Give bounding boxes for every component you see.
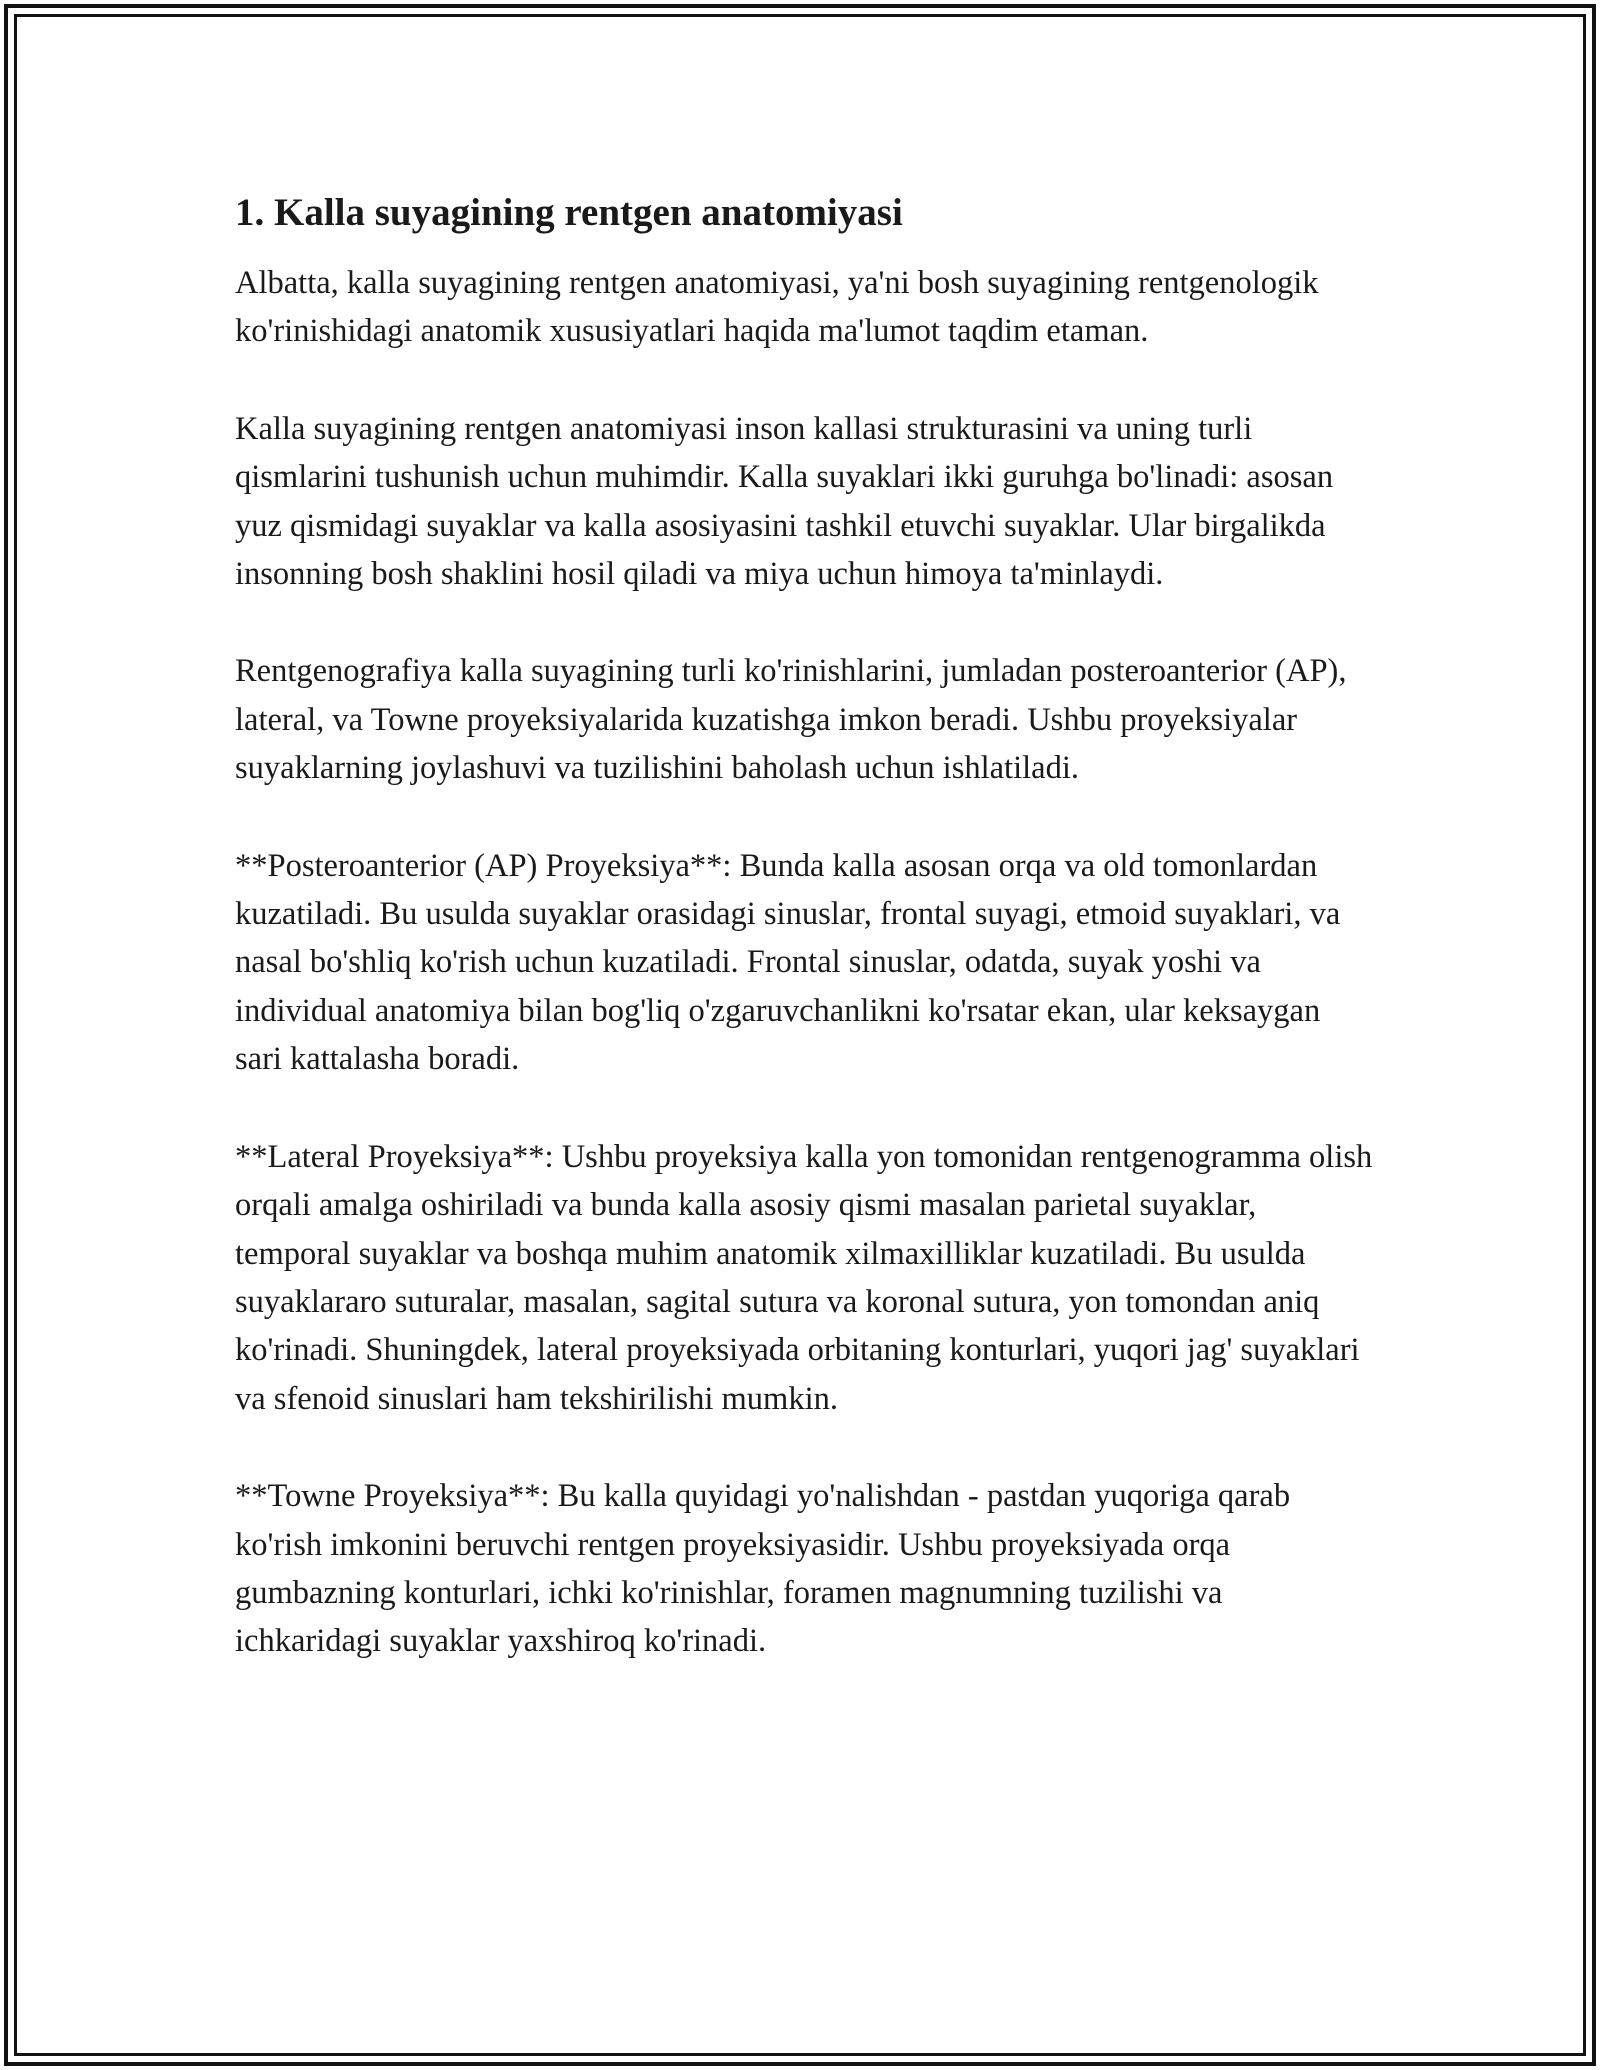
paragraph-posteroanterior: **Posteroanterior (AP) Proyeksiya**: Bunda kalla asosan orqa va old tomonlardan kuzatiladi. Bu usulda suyaklar orasidagi sinuslar, frontal suyagi, etmoid suyaklari, va nasal bo'shliq ko'rish uchun kuzatiladi. Frontal sinuslar, odatda, suyak yoshi va individual anatomiya bilan bog'liq o'zgaruvchanlikni ko'rsatar ekan, ular keksaygan sari kattalasha boradi. [235,847,1341,1078]
paragraph-overview: Kalla suyagining rentgen anatomiyasi inson kallasi strukturasini va uning turli qismlarini tushunish uchun muhimdir. Kalla suyaklari ikki guruhga bo'linadi: asosan yuz qismidagi suyaklar va kalla asosiyasini tashkil etuvchi suyaklar. Ular birgalikda insonning bosh shaklini hosil qiladi va miya uchun himoya ta'minlaydi. [235,410,1334,593]
paragraph-intro: Albatta, kalla suyagining rentgen anatomiyasi, ya'ni bosh suyagining rentgenologik ko'rinishidagi anatomik xususiyatlari haqida ma'lumot taqdim etaman. [235,265,1319,350]
paragraph-radiography: Rentgenografiya kalla suyagining turli ko'rinishlarini, jumladan posteroanterior (AP), lateral, va Towne proyeksiyalarida kuzatishga imkon beradi. Ushbu proyeksiyalar suyaklarning joylashuvi va tuzilishini baholash uchun ishlatiladi. [235,653,1347,787]
page-title: 1. Kalla suyagining rentgen anatomiyasi [235,191,903,234]
document-body [235,187,1375,1715]
paragraph-towne: **Towne Proyeksiya**: Bu kalla quyidagi yo'nalishdan - pastdan yuqoriga qarab ko'rish imkonini beruvchi rentgen proyeksiyasidir. Ushbu proyeksiyada orqa gumbazning konturlari, ichki ko'rinishlar, foramen magnumning tuzilishi va ichkaridagi suyaklar yaxshiroq ko'rinadi. [235,1478,1291,1660]
paragraph-lateral: **Lateral Proyeksiya**: Ushbu proyeksiya kalla yon tomonidan rentgenogramma olish orqali amalga oshiriladi va bunda kalla asosiy qismi masalan parietal suyaklar, temporal suyaklar va boshqa muhim anatomik xilmaxilliklar kuzatiladi. Bu usulda suyaklararo suturalar, masalan, sagital sutura va koronal sutura, yon tomondan aniq ko'rinadi. Shuningdek, lateral proyeksiyada orbitaning konturlari, yuqori jag' suyaklari va sfenoid sinuslari ham tekshirilishi mumkin. [235,1138,1373,1417]
